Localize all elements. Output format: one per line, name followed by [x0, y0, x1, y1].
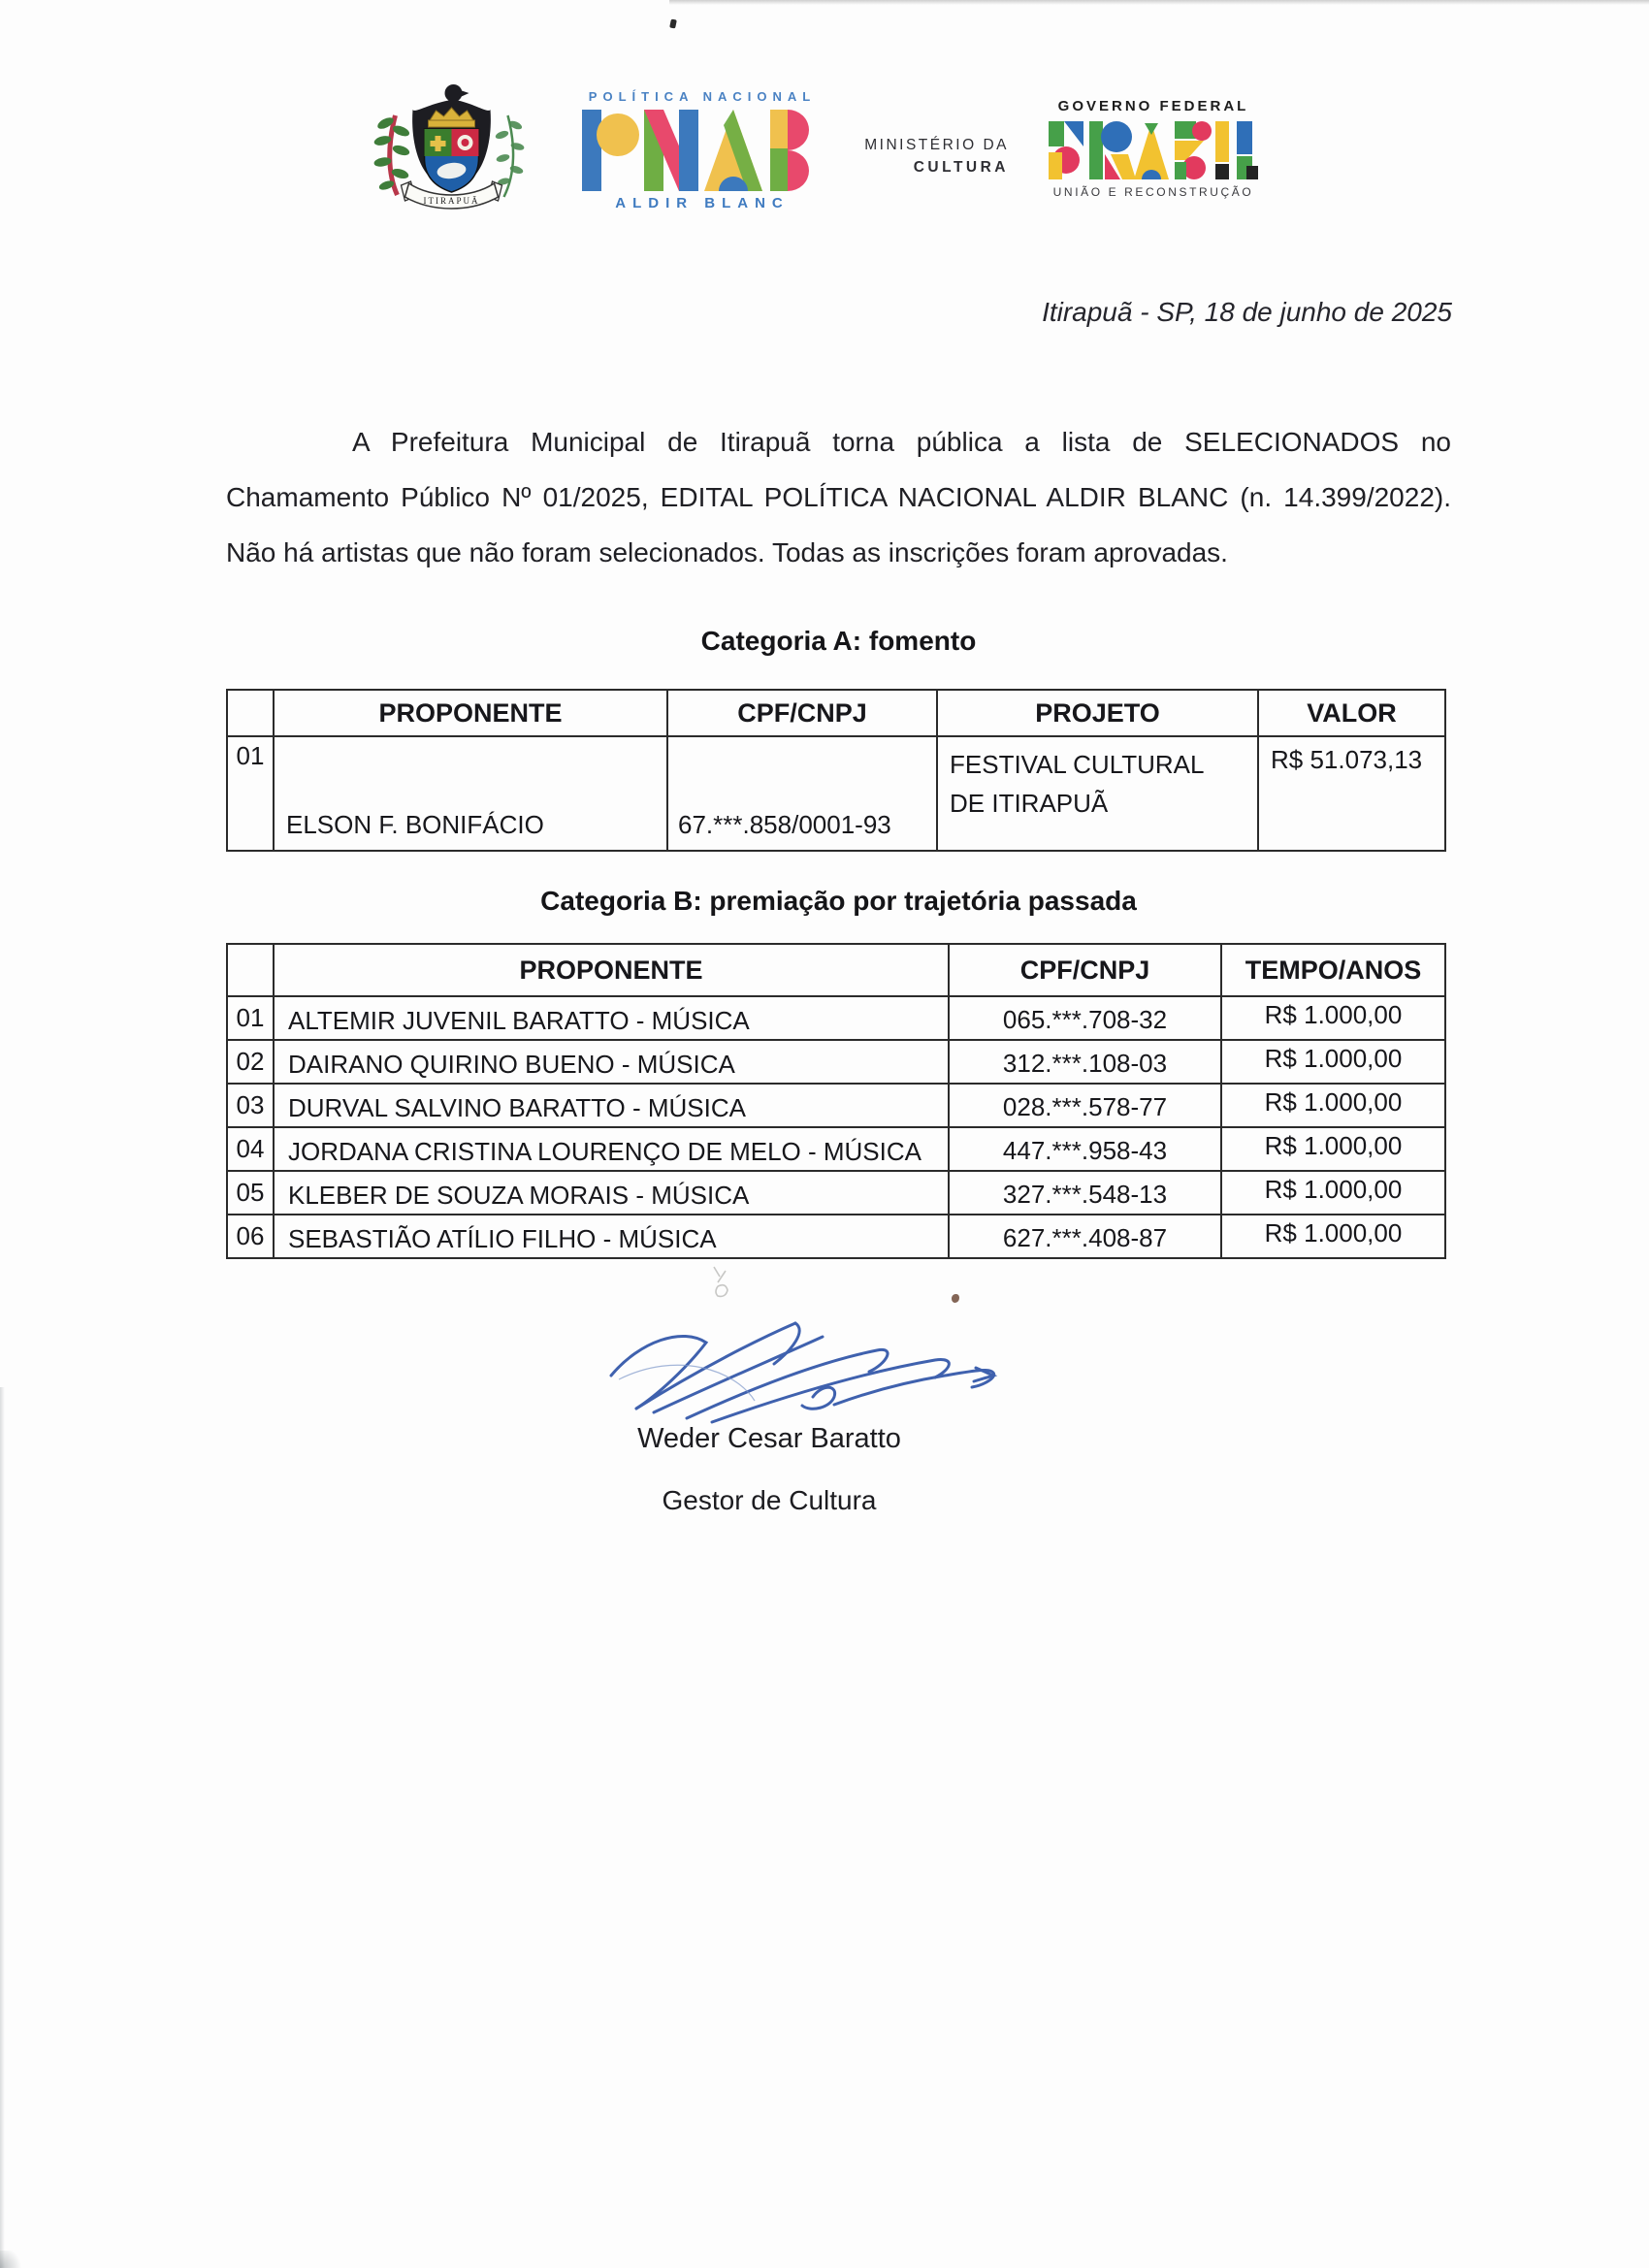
table-header-row — [227, 944, 1445, 996]
valor-cell: R$ 1.000,00 — [1221, 1084, 1445, 1127]
projeto-cell: FESTIVAL CULTURAL DE ITIRAPUÃ — [937, 736, 1258, 851]
cpf-cnpj-cell: 028.***.578-77 — [949, 1084, 1221, 1127]
valor-cell: R$ 1.000,00 — [1221, 1171, 1445, 1215]
proponente-cell: KLEBER DE SOUZA MORAIS - MÚSICA — [274, 1171, 949, 1215]
uniao-reconstrucao-text: UNIÃO E RECONSTRUÇÃO — [1052, 185, 1254, 199]
scan-ink-speck — [669, 18, 677, 28]
table-header-row — [227, 690, 1445, 736]
valor-cell: R$ 1.000,00 — [1221, 1215, 1445, 1258]
proponente-cell: DURVAL SALVINO BARATTO - MÚSICA — [274, 1084, 949, 1127]
table-row — [227, 1171, 1445, 1215]
pnab-acronym-icon — [580, 108, 824, 193]
proponente-cell: SEBASTIÃO ATÍLIO FILHO - MÚSICA — [274, 1215, 949, 1258]
row-number-cell: 04 — [227, 1127, 274, 1171]
categoria-a-title: Categoria A: fomento — [700, 626, 977, 656]
itirapua-coat-of-arms — [372, 81, 532, 221]
table-row — [227, 1040, 1445, 1084]
cpf-cnpj-cell: 627.***.408-87 — [949, 1215, 1221, 1258]
header-cpf-cell: CPF/CNPJ — [949, 944, 1221, 996]
header-valor-cell: VALOR — [1258, 690, 1445, 736]
header-projeto-cell: PROJETO — [937, 690, 1258, 736]
header-proponente-cell: PROPONENTE — [274, 944, 949, 996]
proponente-cell: ALTEMIR JUVENIL BARATTO - MÚSICA — [274, 996, 949, 1040]
ministerio-line2: CULTURA — [913, 159, 1009, 176]
table-row — [227, 1127, 1445, 1171]
ministerio-line1: MINISTÉRIO DA — [864, 137, 1009, 153]
proponente-cell: DAIRANO QUIRINO BUENO - MÚSICA — [274, 1040, 949, 1084]
header-num-cell — [227, 944, 274, 996]
categoria-a-table — [226, 689, 1446, 852]
row-number-cell: 01 — [227, 996, 274, 1040]
row-number-cell: 05 — [227, 1171, 274, 1215]
cpf-cnpj-cell: 312.***.108-03 — [949, 1040, 1221, 1084]
pencil-smudge — [704, 1261, 743, 1310]
row-number-cell: 06 — [227, 1215, 274, 1258]
cpf-cnpj-cell: 065.***.708-32 — [949, 996, 1221, 1040]
scan-ink-speck — [952, 1294, 959, 1303]
signer-name: Weder Cesar Baratto — [637, 1423, 901, 1454]
header-tempo-anos-cell: TEMPO/ANOS — [1221, 944, 1445, 996]
pnab-top-text: POLÍTICA NACIONAL — [588, 89, 817, 104]
valor-cell: R$ 1.000,00 — [1221, 1040, 1445, 1084]
valor-cell: R$ 1.000,00 — [1221, 996, 1445, 1040]
cpf-cnpj-cell: 327.***.548-13 — [949, 1171, 1221, 1215]
scan-edge-shadow — [669, 0, 1649, 5]
valor-cell: R$ 51.073,13 — [1258, 736, 1445, 851]
valor-cell: R$ 1.000,00 — [1221, 1127, 1445, 1171]
proponente-cell: JORDANA CRISTINA LOURENÇO DE MELO - MÚSICA — [274, 1127, 949, 1171]
header-cpf-cell: CPF/CNPJ — [667, 690, 937, 736]
scan-corner-shadow — [0, 2251, 25, 2268]
table-row — [227, 996, 1445, 1040]
proponente-cell: ELSON F. BONIFÁCIO — [274, 736, 667, 851]
row-number-cell: 03 — [227, 1084, 274, 1127]
ministerio-cultura-logo — [842, 137, 1009, 177]
pnab-logo — [572, 89, 832, 217]
table-row — [227, 1215, 1445, 1258]
signer-role: Gestor de Cultura — [662, 1485, 877, 1515]
governo-federal-text: GOVERNO FEDERAL — [1057, 98, 1249, 114]
row-number-cell: 01 — [227, 736, 274, 851]
announcement-paragraph: A Prefeitura Municipal de Itirapuã torna pública a lista de SELECIONADOS no Chamamento Público Nº 01/2025, EDITAL POLÍTICA NACIONAL ALDIR BLANC (n. 14.399/2022). Não há artistas que não foram selecionados. Todas as inscrições foram aprovadas. — [226, 427, 1451, 567]
table-row — [227, 1084, 1445, 1127]
date-line: Itirapuã - SP, 18 de junho de 2025 — [1042, 297, 1452, 327]
scan-edge-shadow-left — [0, 1387, 5, 2268]
header-proponente-cell: PROPONENTE — [274, 690, 667, 736]
coat-ribbon-text: ITIRAPUÃ — [423, 196, 480, 206]
cpf-cnpj-cell: 67.***.858/0001-93 — [667, 736, 937, 851]
table-row — [227, 736, 1445, 851]
categoria-b-table — [226, 943, 1446, 1259]
governo-federal-brasil-logo — [1038, 98, 1269, 199]
pnab-bottom-text: ALDIR BLANC — [615, 195, 790, 211]
cpf-cnpj-cell: 447.***.958-43 — [949, 1127, 1221, 1171]
brasil-brand-icon — [1049, 119, 1258, 181]
header-num-cell — [227, 690, 274, 736]
row-number-cell: 02 — [227, 1040, 274, 1084]
categoria-b-title: Categoria B: premiação por trajetória passada — [540, 886, 1137, 916]
